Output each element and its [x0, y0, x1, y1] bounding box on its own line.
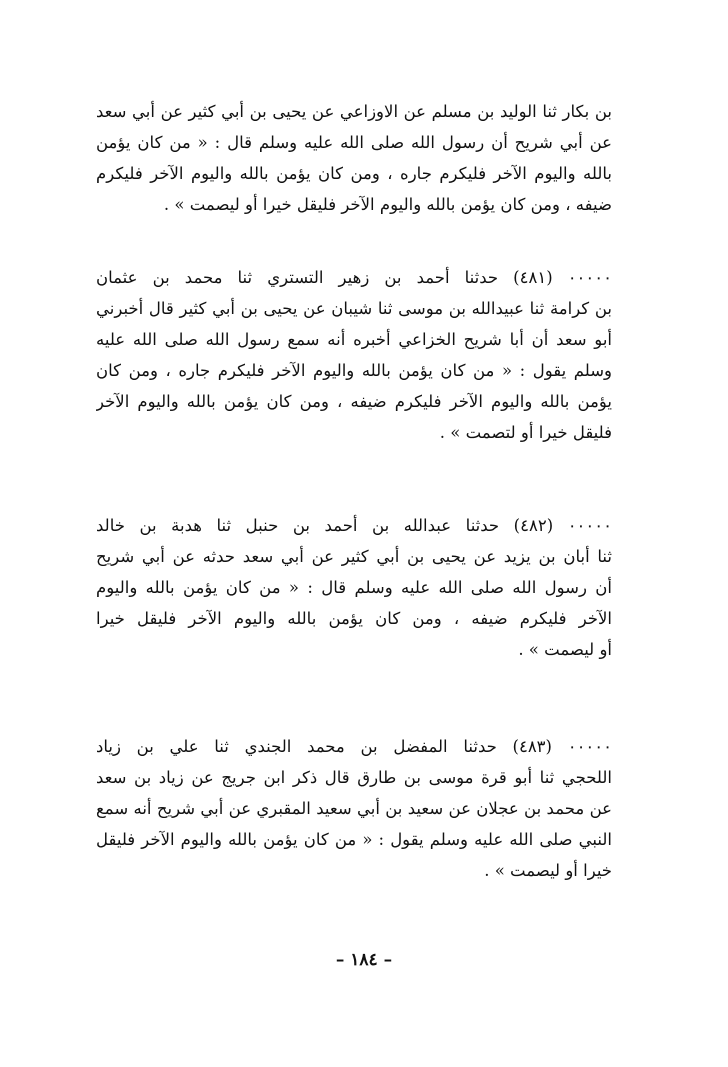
text-line: بن بكار ثنا الوليد بن مسلم عن الاوزاعي عن يحيى بن أبي كثير عن أبي سعد	[96, 102, 612, 121]
text-line: أبو سعد أن أبا شريح الخزاعي أخبره أنه سمع رسول الله صلى الله عليه	[96, 330, 612, 349]
text-line: يؤمن بالله واليوم الآخر فليكرم ضيفه ، ومن كان يؤمن بالله واليوم الآخر	[96, 392, 612, 411]
text-line: ٠٠٠٠٠ (٤٨١) حدثنا أحمد بن زهير التستري ثنا محمد بن عثمان	[96, 268, 612, 287]
hadith-482	[96, 510, 612, 665]
text-line: ضيفه ، ومن كان يؤمن بالله واليوم الآخر فليقل خيرا أو ليصمت » .	[163, 195, 612, 214]
page-number: – ١٨٤ –	[335, 950, 393, 970]
text-line: الآخر فليكرم ضيفه ، ومن كان يؤمن بالله واليوم الآخر فليقل خيرا	[96, 609, 612, 628]
paragraph-continuation	[96, 96, 612, 220]
text-line: اللحجي ثنا أبو قرة موسى بن طارق قال ذكر ابن جريج عن زياد بن سعد	[96, 768, 612, 787]
text-line: خيرا أو ليصمت » .	[484, 861, 612, 880]
hadith-483	[96, 731, 612, 886]
text-line: أن رسول الله صلى الله عليه وسلم قال : « من كان يؤمن بالله واليوم	[96, 578, 612, 597]
text-line: أو ليصمت » .	[518, 640, 612, 659]
text-line: بن كرامة ثنا عبيدالله بن موسى ثنا شيبان عن يحيى بن أبي كثير قال أخبرني	[96, 299, 612, 318]
text-line: بالله واليوم الآخر فليكرم جاره ، ومن كان يؤمن بالله واليوم الآخر فليكرم	[96, 164, 612, 183]
hadith-481	[96, 262, 612, 448]
text-line: ثنا أبان بن يزيد عن يحيى بن أبي كثير عن أبي سعد حدثه عن أبي شريح	[96, 547, 612, 566]
text-line: عن محمد بن عجلان عن سعيد بن أبي سعيد المقبري عن أبي شريح أنه سمع	[96, 799, 612, 818]
text-line: عن أبي شريح أن رسول الله صلى الله عليه وسلم قال : « من كان يؤمن	[96, 133, 612, 152]
text-line: وسلم يقول : « من كان يؤمن بالله واليوم الآخر فليكرم جاره ، ومن كان	[96, 361, 612, 380]
text-line: فليقل خيرا أو لتصمت » .	[439, 423, 612, 442]
text-line: النبي صلى الله عليه وسلم يقول : « من كان يؤمن بالله واليوم الآخر فليقل	[96, 830, 612, 849]
text-line: ٠٠٠٠٠ (٤٨٢) حدثنا عبدالله بن أحمد بن حنبل ثنا هدبة بن خالد	[96, 516, 612, 535]
text-line: ٠٠٠٠٠ (٤٨٣) حدثنا المفضل بن محمد الجندي ثنا علي بن زياد	[96, 737, 612, 756]
